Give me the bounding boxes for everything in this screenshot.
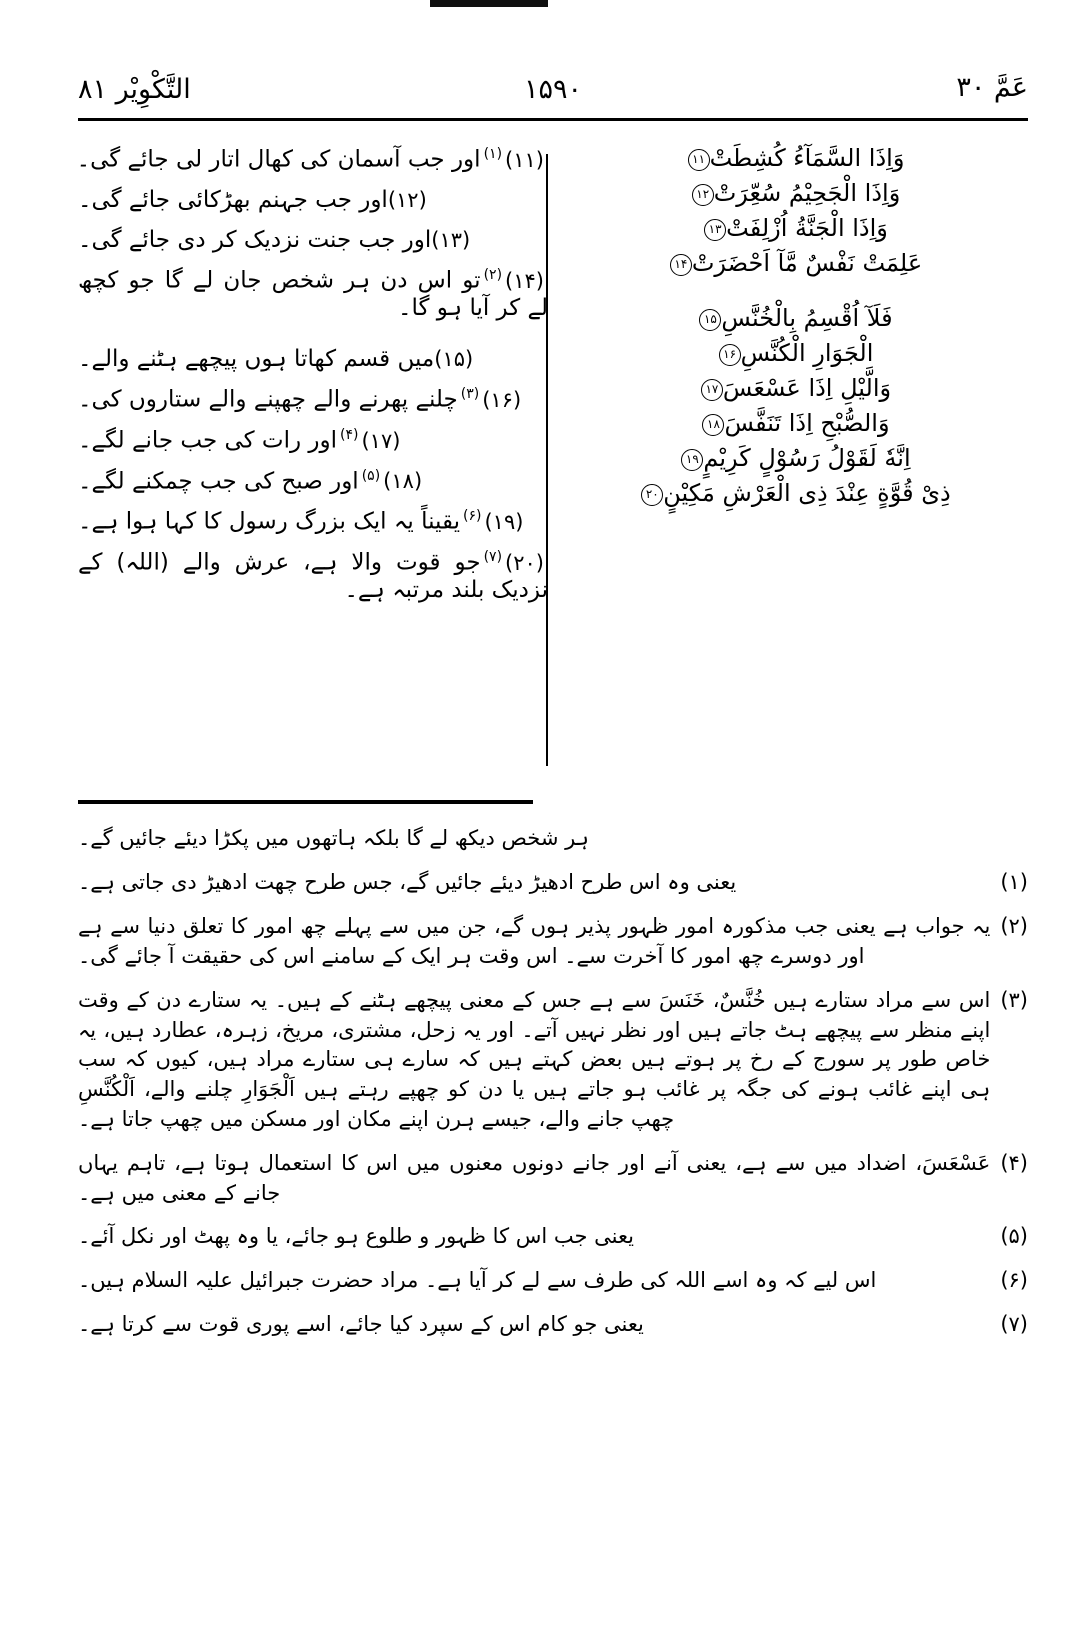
translation-text: اور صبح کی جب چمکنے لگے۔ <box>78 468 359 495</box>
translation-verse-number: (۱۶) <box>482 387 522 412</box>
arabic-column <box>558 146 1028 516</box>
ayah-number: ۱۱ <box>688 149 710 171</box>
header-rule <box>78 118 1028 121</box>
translation-verse-number: (۱۴) <box>505 268 544 293</box>
translation-verse-number: (۱۸) <box>383 469 423 494</box>
scan-bleed-mark <box>430 0 548 7</box>
footnote-item <box>78 912 1028 972</box>
ayah-text: ذِىْ قُوَّةٍ عِنْدَ ذِى الْعَرْشِ مَكِيْنٍ <box>663 479 951 507</box>
ayah-text: وَاِذَا السَّمَآءُ كُشِطَتْ <box>709 144 905 172</box>
ayah-text: الْجَوَارِ الْكُنَّسِ <box>740 339 874 367</box>
translation-verse-number: (۱۱) <box>505 147 544 172</box>
translation-text: اور جب جہنم بھڑکائی جائے گی۔ <box>78 186 388 213</box>
ayah-text: وَاِذَا الْجَحِيْمُ سُعِّرَتْ <box>713 179 901 207</box>
ayah-number: ۲۰ <box>641 484 663 506</box>
ayah-number: ۱۵ <box>699 309 721 331</box>
ayah-line <box>558 341 1028 366</box>
translation-verse-number: (۱۲) <box>387 187 427 212</box>
urdu-column <box>78 146 548 617</box>
footnote-text: یعنی جو کام اس کے سپرد کیا جائے، اسے پوری قوت سے کرتا ہے۔ <box>78 1312 644 1337</box>
ayah-line <box>558 181 1028 206</box>
footnote-text: اس سے مراد ستارے ہیں خُنَّسٌ، خَنَسَ سے ہے جس کے معنی پیچھے ہٹنے کے ہیں۔ یہ ستارے دن کے وقت اپنے منظر سے پیچھے ہٹ جاتے ہیں اور نظر نہیں آتے۔ اور یہ زحل، مشتری، مریخ، زہرہ، عطارد ہیں، یہ خاص طور پر سورج کے رخ پر ہوتے ہیں بعض کہتے ہیں کہ سارے ہی ستارے مراد ہیں، کیوں کہ سب ہی اپنے غائب ہونے کی جگہ پر غائب ہو جاتے ہیں یا دن کو چھپے رہتے ہیں اَلْجَوَارِ چلنے والے، اَلْكُنَّسِ چھپ جانے والے، جیسے ہرن اپنے مکان اور مسکن میں چھپ جاتا ہے۔ <box>78 987 991 1132</box>
ayah-number: ۱۲ <box>692 184 714 206</box>
footnote-ref[interactable]: (۵) <box>361 467 381 484</box>
footnote-ref[interactable]: (۲) <box>483 267 503 284</box>
translation-line <box>78 549 548 604</box>
translation-text: اور جب آسمان کی کھال اتار لی جائے گی۔ <box>76 146 481 173</box>
footnote-section <box>78 824 1028 1354</box>
translation-line <box>78 508 548 536</box>
translation-line <box>78 187 548 214</box>
footnote-item <box>78 1149 1028 1209</box>
ayah-line <box>558 446 1028 471</box>
footnote-item <box>78 986 1028 1135</box>
translation-text: اور رات کی جب جانے لگے۔ <box>78 427 337 454</box>
footnote-ref[interactable]: (۳) <box>460 386 480 403</box>
ayah-number: ۱۹ <box>681 449 703 471</box>
ayah-number: ۱۸ <box>702 414 724 436</box>
footnote-ref[interactable]: (۶) <box>463 508 482 525</box>
ayah-text: وَالَّيْلِ اِذَا عَسْعَسَ <box>722 374 892 402</box>
translation-verse-number: (۱۵) <box>434 346 474 371</box>
translation-line <box>78 386 548 414</box>
ayah-text: اِنَّهٗ لَقَوْلُ رَسُوْلٍ كَرِيْمٍ <box>703 444 911 472</box>
footnote-ref[interactable]: (۱) <box>483 146 503 162</box>
ayah-text: وَالصُّبْحِ اِذَا تَنَفَّسَ <box>724 409 890 437</box>
translation-line <box>78 146 548 174</box>
running-header <box>78 72 1028 124</box>
footnote-marker: (۳) <box>1000 987 1028 1012</box>
footnote-rule <box>78 800 533 804</box>
footnote-text: یعنی وہ اس طرح ادھیڑ دیئے جائیں گے، جس طرح چھت ادھیڑ دی جاتی ہے۔ <box>78 870 737 895</box>
footnote-marker: (۲) <box>1000 914 1028 939</box>
footnote-lead-line: ہر شخص دیکھ لے گا بلکہ ہاتھوں میں پکڑا دیئے جائیں گے۔ <box>78 826 589 850</box>
ayah-number: ۱۴ <box>670 254 692 276</box>
translation-verse-number: (۲۰) <box>505 550 544 575</box>
footnote-marker: (۱) <box>1000 870 1028 895</box>
footnote-item <box>78 868 1028 898</box>
ayah-number: ۱۶ <box>719 344 741 366</box>
ayah-line <box>558 216 1028 241</box>
footnote-text: عَسْعَسَ، اضداد میں سے ہے، یعنی آنے اور جانے دونوں معنوں میں اس کا استعمال ہوتا ہے، تاہم یہاں جانے کے معنی میں ہے۔ <box>78 1150 991 1205</box>
translation-line <box>78 227 548 254</box>
footnote-text: یہ جواب ہے یعنی جب مذکورہ امور ظہور پذیر ہوں گے، جن میں سے پہلے چھ امور کا تعلق دنیا سے ہے اور دوسرے چھ امور کا آخرت سے۔ اس وقت ہر ایک کے سامنے اس کی حقیقت آ جائے گی۔ <box>78 914 991 968</box>
ayah-line <box>558 481 1028 506</box>
ayah-number: ۱۳ <box>704 219 726 241</box>
footnote-item <box>78 1310 1028 1340</box>
footnote-ref[interactable]: (۴) <box>340 426 359 443</box>
translation-text: چلنے پھرنے والے چھپنے والے ستاروں کی۔ <box>78 386 458 413</box>
page-number: ۱۵۹۰ <box>523 74 583 105</box>
translation-text: تو اس دن ہر شخص جان لے گا جو کچھ لے کر آیا ہو گا۔ <box>78 267 548 321</box>
translation-line <box>78 427 548 455</box>
translation-verse-number: (۱۷) <box>361 428 401 453</box>
ayah-line <box>558 306 1028 331</box>
ayah-number: ۱۷ <box>701 379 723 401</box>
translation-text: میں قسم کھاتا ہوں پیچھے ہٹنے والے۔ <box>78 345 435 372</box>
footnote-item <box>78 1266 1028 1296</box>
ayah-text: فَلَآ اُقْسِمُ بِالْخُنَّسِ <box>721 304 893 332</box>
translation-verse-number: (۱۳) <box>431 227 471 252</box>
translation-text: اور جب جنت نزدیک کر دی جائے گی۔ <box>78 226 432 253</box>
translation-text: جو قوت والا ہے، عرش والے (اللہ) کے نزدیک بلند مرتبہ ہے۔ <box>78 549 548 603</box>
translation-line <box>78 267 548 322</box>
translation-verse-number: (۱۹) <box>484 510 524 535</box>
ayah-text: وَاِذَا الْجَنَّةُ اُزْلِفَتْ <box>726 214 888 242</box>
juz-label: عَمَّ ۳۰ <box>956 72 1028 103</box>
footnote-marker: (۴) <box>1000 1150 1028 1175</box>
ayah-text: عَلِمَتْ نَفْسٌ مَّآ اَحْضَرَتْ <box>691 249 923 277</box>
footnote-ref[interactable]: (۷) <box>483 549 503 566</box>
translation-line <box>78 468 548 496</box>
ayah-line <box>558 251 1028 276</box>
footnote-item <box>78 1222 1028 1252</box>
ayah-line <box>558 146 1028 171</box>
footnote-marker: (۶) <box>1000 1268 1028 1293</box>
translation-text: یقیناً یہ ایک بزرگ رسول کا کہا ہوا ہے۔ <box>78 509 460 536</box>
ayah-line <box>558 411 1028 436</box>
footnote-marker: (۷) <box>1000 1312 1028 1337</box>
footnote-text: اس لیے کہ وہ اسے اللہ کی طرف سے لے کر آیا ہے۔ مراد حضرت جبرائیل علیہ السلام ہیں۔ <box>78 1268 877 1293</box>
verse-block <box>78 146 1028 776</box>
ayah-line <box>558 376 1028 401</box>
footnote-text: یعنی جب اس کا ظہور و طلوع ہو جائے، یا وہ پھٹ اور نکل آئے۔ <box>78 1224 634 1249</box>
surah-label: التَّكْوِيْر ۸۱ <box>78 74 191 105</box>
footnote-marker: (۵) <box>1000 1224 1028 1249</box>
translation-line <box>78 346 548 373</box>
